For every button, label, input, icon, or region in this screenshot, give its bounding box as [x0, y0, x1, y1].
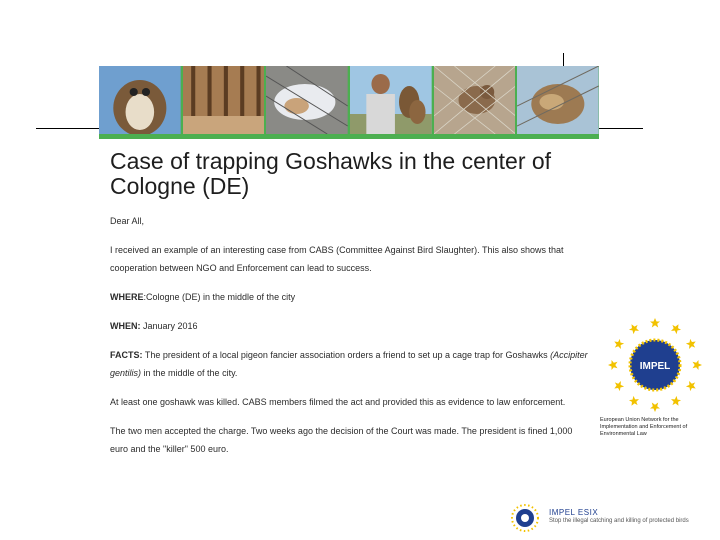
slide-body: [110, 212, 590, 469]
footer-subtitle: Stop the illegal catching and killing of protected birds: [549, 518, 689, 524]
quail-photo: [517, 66, 599, 134]
intro-paragraph: I received an example of an interesting case from CABS (Committee Against Bird Slaughter). This also shows that cooperation between NGO and Enforcement can lead to success.: [110, 245, 564, 273]
court-paragraph: The two men accepted the charge. Two weeks ago the decision of the Court was made. The president is fined 1,000 euro and the "killer" 500 euro.: [110, 426, 573, 454]
impel-logo: [605, 318, 705, 413]
killed-paragraph: At least one goshawk was killed. CABS members filmed the act and provided this as evidence to law enforcement.: [110, 397, 566, 407]
when-label: WHEN:: [110, 321, 141, 331]
where-paragraph: [110, 288, 590, 306]
photo-banner: [99, 66, 599, 139]
slide-title: Case of trapping Goshawks in the center of Cologne (DE): [110, 148, 552, 199]
trapped-bird-photo: [266, 66, 348, 134]
cage-photo: [183, 66, 265, 134]
man-with-birds-photo: [350, 66, 432, 134]
top-left-rule: [36, 128, 100, 129]
esix-logo: [508, 503, 542, 533]
top-right-rule: [598, 128, 643, 129]
impel-logo-text: IMPEL: [639, 361, 671, 372]
facts-paragraph: [110, 346, 590, 382]
where-value: :Cologne (DE) in the middle of the city: [143, 292, 296, 302]
facts-end: in the middle of the city.: [141, 368, 238, 378]
when-paragraph: [110, 317, 590, 335]
facts-label: FACTS:: [110, 350, 143, 360]
impel-caption: European Union Network for the Implementation and Enforcement of Environmental Law: [600, 417, 688, 437]
greeting-text: Dear All,: [110, 216, 145, 226]
footer-title: IMPEL ESIX: [549, 508, 599, 517]
facts-value: The president of a local pigeon fancier association orders a friend to set up a cage trap for Goshawks: [142, 350, 551, 360]
where-label: WHERE: [110, 292, 144, 302]
net-bird-photo: [434, 66, 516, 134]
owl-photo: [99, 66, 181, 134]
vertical-tick: [563, 53, 564, 66]
when-value: January 2016: [140, 321, 198, 331]
facts-latin-name: (Accipiter gentilis): [110, 350, 588, 378]
